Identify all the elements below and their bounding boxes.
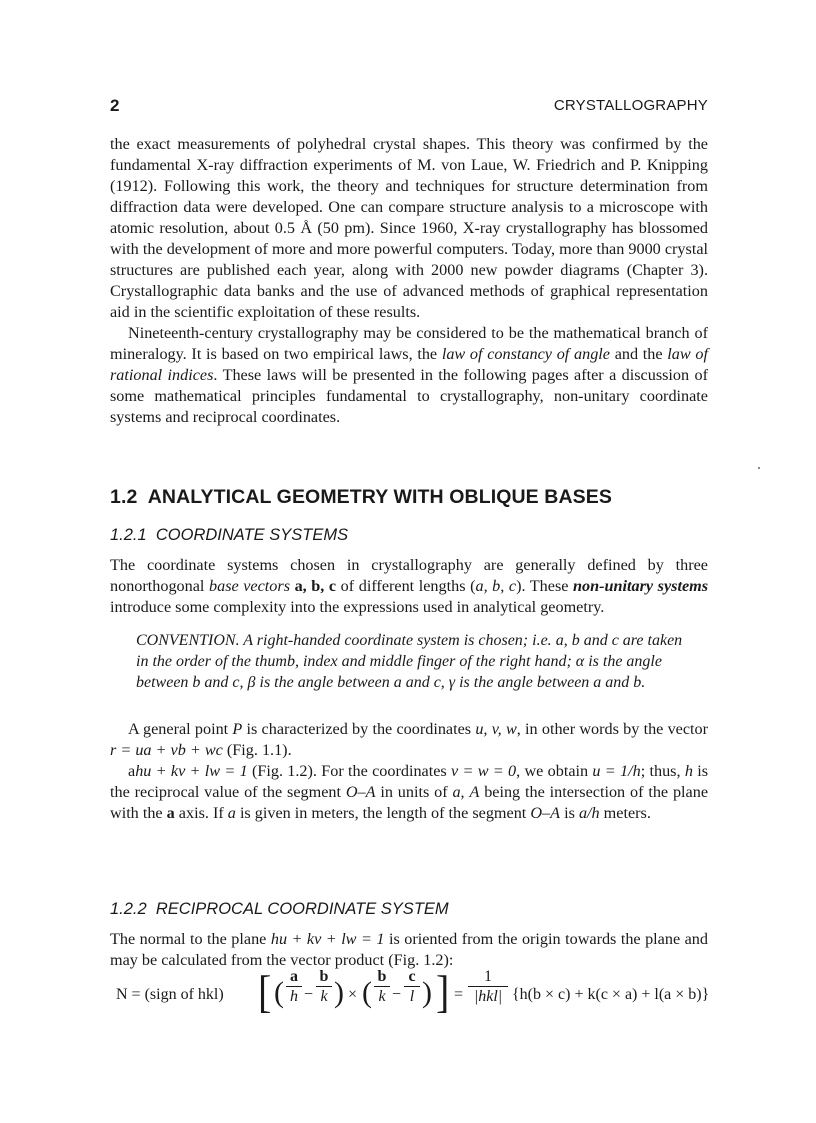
paragraph-base-vectors: The coordinate systems chosen in crystallography are generally defined by three nonorthogonal base vectors a, b, c of different lengths (a, b, c). These non-unitary systems introduce some complexity into the expressions used in analytical geometry. <box>110 556 709 616</box>
right-bracket: ] <box>436 965 450 1018</box>
page-number: 2 <box>110 96 120 115</box>
paragraph-normal-vector: The normal to the plane hu + kv + lw = 1 is oriented from the origin towards the plane and may be calculated from the vector product (Fig. 1.2): <box>110 930 708 969</box>
paragraph-intro: the exact measurements of polyhedral crystal shapes. This theory was confirmed by the fundamental X-ray diffraction experiments of M. von Laue, W. Friedrich and P. Knipping (1912). Following this work, the theory and techniques for structure determination from diffraction data were developed. One can compare structure analysis to a microscope with atomic resolution, about 0.5 Å (50 pm). Since 1960, X-ray crystallography has blossomed with the development of more and more powerful computers. Today, more than 9000 crystal structures are published each year, along with 2000 new powder diagrams (Chapter 3). Crystallographic data banks and the use of advanced methods of graphical representation aid in the scientific exploitation of these results. <box>110 135 708 321</box>
equation-rhs: {h(b × c) + k(c × a) + l(a × b)} <box>512 986 710 1003</box>
fraction-b-over-k: b k <box>316 968 332 1005</box>
paragraph-nineteenth-century: Nineteenth-century crystallography may be considered to be the mathematical branch of mineralogy. It is based on two empirical laws, the law of constancy of angle and the law of rational indices. These laws will be presented in the following pages after a discussion of some mathematical principles fundamental to crystallography, non-unitary coordinate systems and reciprocal coordinates. <box>110 324 708 426</box>
scan-speck <box>758 467 760 469</box>
fraction-a-over-h: a h <box>286 968 302 1005</box>
law-rational-indices: law of rational indices <box>110 345 708 384</box>
left-bracket: [ <box>258 965 272 1018</box>
section-heading: 1.2 ANALYTICAL GEOMETRY WITH OBLIQUE BASES <box>110 486 612 508</box>
paragraph-general-point: A general point P is characterized by the coordinates u, v, w, in other words by the vector r = ua + vb + wc (Fig. 1.1). ahu + kv + lw = 1 (Fig. 1.2). For the coordinates v = w = 0, we obtain u = 1/h; thus, h is the reciprocal value of the segment O–A in units of a, A being the intersection of the plane with the a axis. If a is given in meters, the length of the segment O–A is a/h meters. <box>110 720 709 822</box>
non-unitary-systems-term: non-unitary systems <box>573 577 709 595</box>
running-header <box>110 96 708 116</box>
running-title: CRYSTALLOGRAPHY <box>553 97 708 114</box>
subsection-heading-coordinate-systems: 1.2.1 COORDINATE SYSTEMS <box>110 526 349 544</box>
convention-block: CONVENTION. A right-handed coordinate system is chosen; i.e. a, b and c are taken in the order of the thumb, index and middle finger of the right hand; α is the angle between b and c, β is the angle between a and c, γ is the angle between a and b. <box>136 632 683 691</box>
fraction-one-over-hkl: 1 |hkl| <box>468 968 508 1005</box>
law-constancy-of-angle: law of constancy of angle <box>441 345 610 363</box>
paragraph-plane-equation: ahu + kv + lw = 1 (Fig. 1.2). For the coordinates v = w = 0, we obtain u = 1/h; thus, h is the reciprocal value of the segment O–A in units of a, A being the intersection of the plane with the a axis. If a is given in meters, the length of the segment O–A is a/h meters. <box>110 762 708 822</box>
fraction-c-over-l: c l <box>404 968 420 1005</box>
fraction-b-over-k-2: b k <box>374 968 390 1005</box>
equation-lhs: N = (sign of hkl) <box>116 986 224 1003</box>
convention-label: CONVENTION. <box>136 632 240 649</box>
subsection-heading-reciprocal: 1.2.2 RECIPROCAL COORDINATE SYSTEM <box>110 900 449 918</box>
normal-vector-equation: N = (sign of hkl) [ ( a h − b k ) × ( b k − c l ) ] = 1 |hkl| {h(b × c) + k(c × a) + l(a × b)} <box>116 965 710 1018</box>
